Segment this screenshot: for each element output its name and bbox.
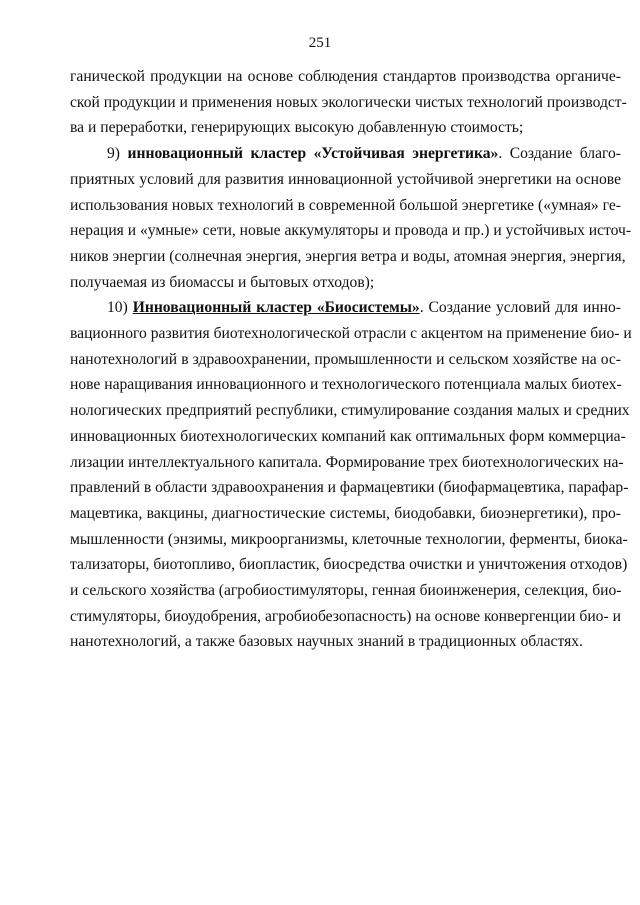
paragraph-sustainable-energy [70,141,632,295]
text-line [70,295,621,321]
text-line: использования новых технологий в современной большой энергетике («умная» ге- [70,196,621,214]
text-line: стимуляторы, биоудобрения, агробиобезопасность) на основе конвергенции био- и [70,607,621,625]
text-line: нанотехнологий в здравоохранении, промышленности и сельском хозяйстве на ос- [70,350,621,368]
text-fragment: . Создание благо- [498,145,622,163]
text-line: лизации интеллектуального капитала. Формирование трех биотехнологических на- [70,453,624,471]
text-line: вационного развития биотехнологической отрасли с акцентом на применение био- и [70,325,632,343]
text-line: и сельского хозяйства (агробиостимуляторы, генная биоинженерия, селекция, био- [70,582,622,600]
paragraph-organic-production [70,64,627,141]
text-line: тализаторы, биотопливо, биопластик, биосредства очистки и уничтожения отходов) [70,556,628,574]
text-line: ва и переработки, генерирующих высокую добавленную стоимость; [70,119,524,137]
text-line: нанотехнологий, а также базовых научных знаний в традиционных областях. [70,633,583,651]
text-line: правлений в области здравоохранения и фармацевтики (биофармацевтика, парафар- [70,479,629,497]
body-text [70,64,632,655]
text-line: нове наращивания инновационного и технологического потенциала малых биотех- [70,376,622,394]
text-line [70,141,621,167]
text-line: инновационных биотехнологических компаний как оптимальных форм коммерциа- [70,427,626,445]
page-number: 251 [308,35,332,51]
list-number: 9) [107,145,120,163]
text-line: мышленности (энзимы, микроорганизмы, клеточные технологии, ферменты, биока- [70,530,628,548]
text-line: ников энергии (солнечная энергия, энергия ветра и воды, атомная энергия, энергия, [70,247,626,265]
text-line: мацевтика, вакцины, диагностические системы, биодобавки, биоэнергетики), про- [70,504,621,522]
cluster-title: Инновационный кластер «Биосистемы» [132,299,420,317]
text-line: приятных условий для развития инновационной устойчивой энергетики на основе [70,170,621,188]
text-line: нерация и «умные» сети, новые аккумуляторы и провода и пр.) и устойчивых источ- [70,222,632,240]
text-line: ганической продукции на основе соблюдения стандартов производства органиче- [70,68,621,85]
cluster-title: инновационный кластер «Устойчивая энергетика» [127,145,499,163]
text-line: получаемая из биомассы и бытовых отходов); [70,273,375,291]
paragraph-biosystems [70,295,632,655]
list-number: 10) [107,299,128,317]
text-line: ской продукции и применения новых экологически чистых технологий производст- [70,93,627,111]
text-fragment: . Создание условий для инно- [419,299,621,317]
text-line: нологических предприятий республики, стимулирование создания малых и средних [70,402,630,420]
